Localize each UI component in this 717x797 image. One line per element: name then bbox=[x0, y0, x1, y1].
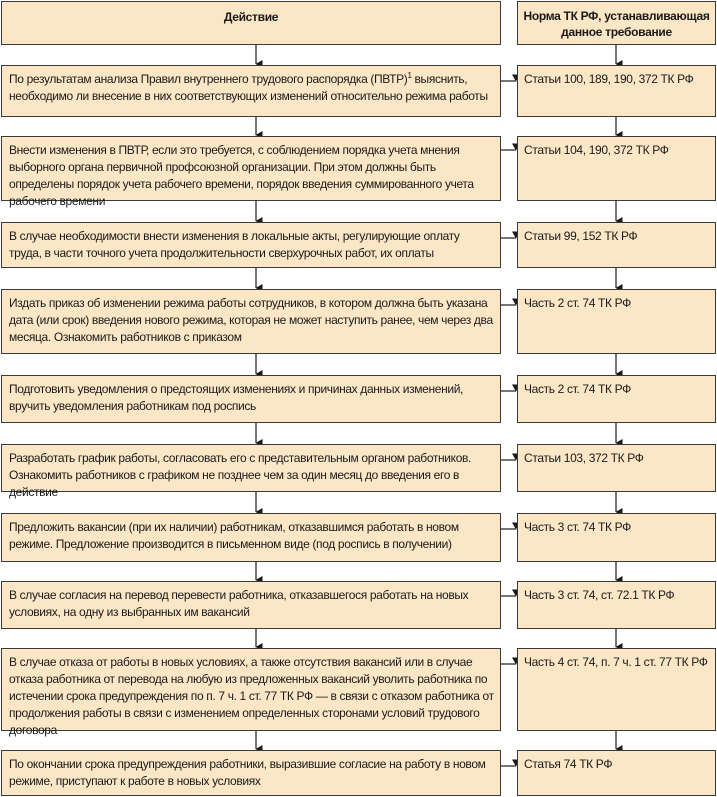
action-step-10: По окончании срока предупреждения работники, выразившие согласие на работу в новом режиме, приступают к работе в новых условиях bbox=[1, 750, 501, 796]
action-column-header bbox=[1, 1, 501, 45]
norm-step-1: Статьи 100, 189, 190, 372 ТК РФ bbox=[517, 65, 716, 117]
norm-step-2: Статьи 104, 190, 372 ТК РФ bbox=[517, 136, 716, 201]
norm-step-6: Статьи 103, 372 ТК РФ bbox=[517, 444, 716, 492]
action-header-label: Действие bbox=[223, 10, 279, 24]
norm-step-9: Часть 4 ст. 74, п. 7 ч. 1 ст. 77 ТК РФ bbox=[517, 648, 716, 731]
action-step-2: Внести изменения в ПВТР, если это требуется, с соблюдением порядка учета мнения выборного органа первичной профсоюзной организации. При этом должны быть определены порядок учета рабочего времени, порядок введения суммированного учета рабочего времени bbox=[1, 136, 501, 201]
action-step-3: В случае необходимости внести изменения в локальные акты, регулирующие оплату труда, в части точного учета продолжительности сверхурочных работ, их оплаты bbox=[1, 222, 501, 268]
norm-step-8: Часть 3 ст. 74, ст. 72.1 ТК РФ bbox=[517, 581, 716, 629]
footnote-marker: 1 bbox=[407, 71, 412, 80]
action-step-7: Предложить вакансии (при их наличии) работникам, отказавшимся работать в новом режиме. Предложение производится в письменном виде (под роспись в получении) bbox=[1, 513, 501, 562]
norm-column-header bbox=[517, 1, 716, 45]
action-step-1: По результатам анализа Правил внутреннего трудового распорядка (ПВТР)$^1$ выяснить, необходимо ли внесение в них соответствующих изменений относительно режима работы bbox=[1, 65, 501, 117]
action-step-8: В случае согласия на перевод перевести работника, отказавшегося работать на новых условиях, на одну из выбранных им вакансий bbox=[1, 581, 501, 629]
norm-step-5: Часть 2 ст. 74 ТК РФ bbox=[517, 375, 716, 423]
action-step-9: В случае отказа от работы в новых условиях, а также отсутствия вакансий или в случае отказа работника от перевода на любую из предложенных вакансий уволить работника по истечении срока предупреждения по п. 7 ч. 1 ст. 77 ТК РФ — в связи с отказом работника от продолжения работы в связи с изменением определенных сторонами условий трудового договора bbox=[1, 648, 501, 731]
norm-step-7: Часть 3 ст. 74 ТК РФ bbox=[517, 513, 716, 562]
norm-header-label: Норма ТК РФ, устанавливающая данное требование bbox=[523, 8, 710, 39]
norm-step-3: Статьи 99, 152 ТК РФ bbox=[517, 222, 716, 268]
action-step-4: Издать приказ об изменении режима работы сотрудников, в котором должна быть указана дата (или срок) введения нового режима, которая не может наступить ранее, чем через два месяца. Ознакомить работников с приказом bbox=[1, 289, 501, 354]
action-step-5: Подготовить уведомления о предстоящих изменениях и причинах данных изменений, вручить уведомления работникам под роспись bbox=[1, 375, 501, 423]
norm-step-4: Часть 2 ст. 74 ТК РФ bbox=[517, 289, 716, 354]
action-step-6: Разработать график работы, согласовать его с представительным органом работников. Ознакомить работников с графиком не позднее чем за один месяц до введения его в действие bbox=[1, 444, 501, 492]
norm-step-10: Статья 74 ТК РФ bbox=[517, 750, 716, 796]
